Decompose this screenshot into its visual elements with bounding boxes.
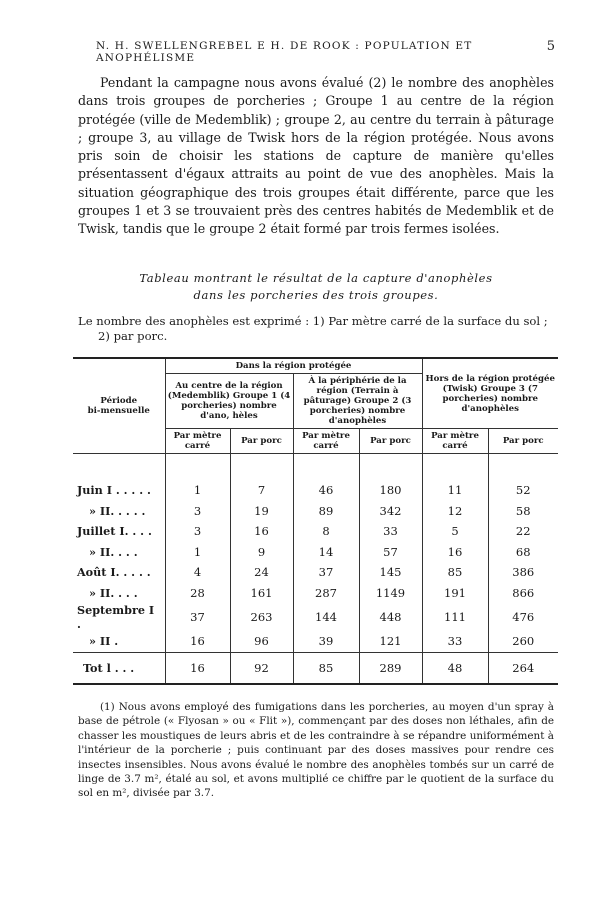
cell: 342: [359, 501, 422, 522]
row-period: » II. . . . .: [89, 503, 146, 518]
cell: 16: [422, 542, 488, 563]
table-row: [73, 521, 558, 542]
header-group2: À la périphérie de la région (Terrain à pâturage) Groupe 2 (3 porcheries) nombre d'anophèles: [293, 374, 422, 429]
cell: 9: [230, 542, 293, 563]
row-period: Août I. . . . .: [77, 565, 151, 580]
cell: 180: [359, 480, 422, 501]
row-period: » II. . . .: [89, 544, 138, 559]
footnote: (1) Nous avons employé des fumigations dans les porcheries, au moyen d'un spray à base de pétrole (« Flyosan » ou « Flit »), commençant par des doses non léthales, afin de chasser les moustiques de leurs abris et de les contraindre à se répandre uniformément à l'intérieur de la porcherie ; puis continuant par des doses massives pour rendre ces insectes insensibles. Nous avons évalué le nombre des anophèles tombés sur un carré de linge de 3.7 m², étalé au sol, et avons multiplié ce chiffre par le quotient de la surface du sol en m², divisée par 3.7.: [78, 701, 554, 800]
cell: 37: [293, 562, 359, 583]
row-period: Juin I . . . . .: [77, 483, 151, 498]
cell: 1149: [359, 583, 422, 604]
table-row: [73, 631, 558, 652]
cell: 22: [488, 521, 558, 542]
table-row: [73, 480, 558, 501]
cell: 263: [230, 603, 293, 631]
cell: 121: [359, 631, 422, 652]
total-cell: 289: [359, 652, 422, 684]
total-cell: 92: [230, 652, 293, 684]
body-paragraph: Pendant la campagne nous avons évalué (2) le nombre des anophèles dans trois groupes de porcheries ; Groupe 1 au centre de la région protégée (ville de Medemblik) ; groupe 2, au centre du terrain à pâturage ; groupe 3, au village de Twisk hors de la région protégée. Nous avons pris soin de choisir les stations de capture de manière qu'elles présentassent d'égaux attraits au point de vue des anophèles. Mais la situation géographique des trois groupes était différente, parce que les groupes 1 et 3 se trouvaient près des centres habités de Medemblik et de Twisk, tandis que le groupe 2 était formé par trois fermes isolées.: [78, 75, 554, 237]
header-protected-region: Dans la région protégée: [165, 358, 422, 374]
subheader-m2-g3: Par mètre carré: [422, 429, 488, 454]
cell: 1: [165, 542, 230, 563]
table-intro-line2: 2) par porc.: [98, 329, 168, 343]
subheader-m2-g1: Par mètre carré: [165, 429, 230, 454]
cell: 145: [359, 562, 422, 583]
cell: 12: [422, 501, 488, 522]
cell: 448: [359, 603, 422, 631]
cell: 161: [230, 583, 293, 604]
table-intro-line1: Le nombre des anophèles est exprimé : 1) Par mètre carré de la surface du sol ;: [78, 314, 548, 328]
cell: 28: [165, 583, 230, 604]
capture-table: [73, 357, 558, 685]
header-outside-region: Hors de la région protégée (Twisk) Groupe 3 (7 porcheries) nombre d'anophèles: [422, 358, 558, 429]
cell: 37: [165, 603, 230, 631]
table-spacer-row: [73, 454, 558, 481]
table-row: [73, 603, 558, 631]
cell: 33: [422, 631, 488, 652]
cell: 89: [293, 501, 359, 522]
header-group1: Au centre de la région (Medemblik) Groupe 1 (4 porcheries) nombre d'ano, hèles: [165, 374, 293, 429]
cell: 39: [293, 631, 359, 652]
table-row: [73, 542, 558, 563]
subheader-porc-g2: Par porc: [359, 429, 422, 454]
total-cell: 16: [165, 652, 230, 684]
cell: 46: [293, 480, 359, 501]
subheader-porc-g3: Par porc: [488, 429, 558, 454]
table-row: [73, 583, 558, 604]
subheader-porc-g1: Par porc: [230, 429, 293, 454]
table-row: [73, 501, 558, 522]
cell: 14: [293, 542, 359, 563]
page-number: 5: [546, 39, 555, 54]
cell: 1: [165, 480, 230, 501]
cell: 7: [230, 480, 293, 501]
row-period: Juillet I. . . .: [77, 524, 152, 539]
subheader-m2-g2: Par mètre carré: [293, 429, 359, 454]
total-cell: 85: [293, 652, 359, 684]
header-periode-line1: Période: [100, 396, 138, 406]
cell: 144: [293, 603, 359, 631]
cell: 68: [488, 542, 558, 563]
table-caption-line1: Tableau montrant le résultat de la capture d'anophèles: [139, 271, 493, 285]
table-total-row: [73, 652, 558, 684]
total-cell: 264: [488, 652, 558, 684]
header-periode-line2: bi-mensuelle: [87, 406, 150, 416]
row-period: » II. . . .: [89, 585, 138, 600]
table-caption-line2: dans les porcheries des trois groupes.: [193, 288, 439, 302]
row-period: Septembre I .: [77, 603, 155, 631]
cell: 476: [488, 603, 558, 631]
cell: 16: [165, 631, 230, 652]
cell: 16: [230, 521, 293, 542]
total-label: Tot l . . .: [73, 652, 165, 684]
cell: 96: [230, 631, 293, 652]
row-period: » II .: [89, 634, 119, 649]
cell: 287: [293, 583, 359, 604]
cell: 8: [293, 521, 359, 542]
table-row: [73, 562, 558, 583]
cell: 4: [165, 562, 230, 583]
cell: 57: [359, 542, 422, 563]
cell: 24: [230, 562, 293, 583]
cell: 85: [422, 562, 488, 583]
cell: 3: [165, 501, 230, 522]
running-head: [96, 39, 555, 64]
cell: 260: [488, 631, 558, 652]
cell: 866: [488, 583, 558, 604]
cell: 191: [422, 583, 488, 604]
table-intro: [78, 314, 556, 344]
cell: 3: [165, 521, 230, 542]
cell: 52: [488, 480, 558, 501]
cell: 386: [488, 562, 558, 583]
cell: 5: [422, 521, 488, 542]
cell: 58: [488, 501, 558, 522]
table-caption: [78, 270, 554, 304]
cell: 33: [359, 521, 422, 542]
cell: 11: [422, 480, 488, 501]
header-periode: [73, 358, 165, 454]
cell: 111: [422, 603, 488, 631]
cell: 19: [230, 501, 293, 522]
total-cell: 48: [422, 652, 488, 684]
running-head-text: N. H. SWELLENGREBEL E H. DE ROOK : POPULATION ET ANOPHÉLISME: [96, 40, 473, 64]
